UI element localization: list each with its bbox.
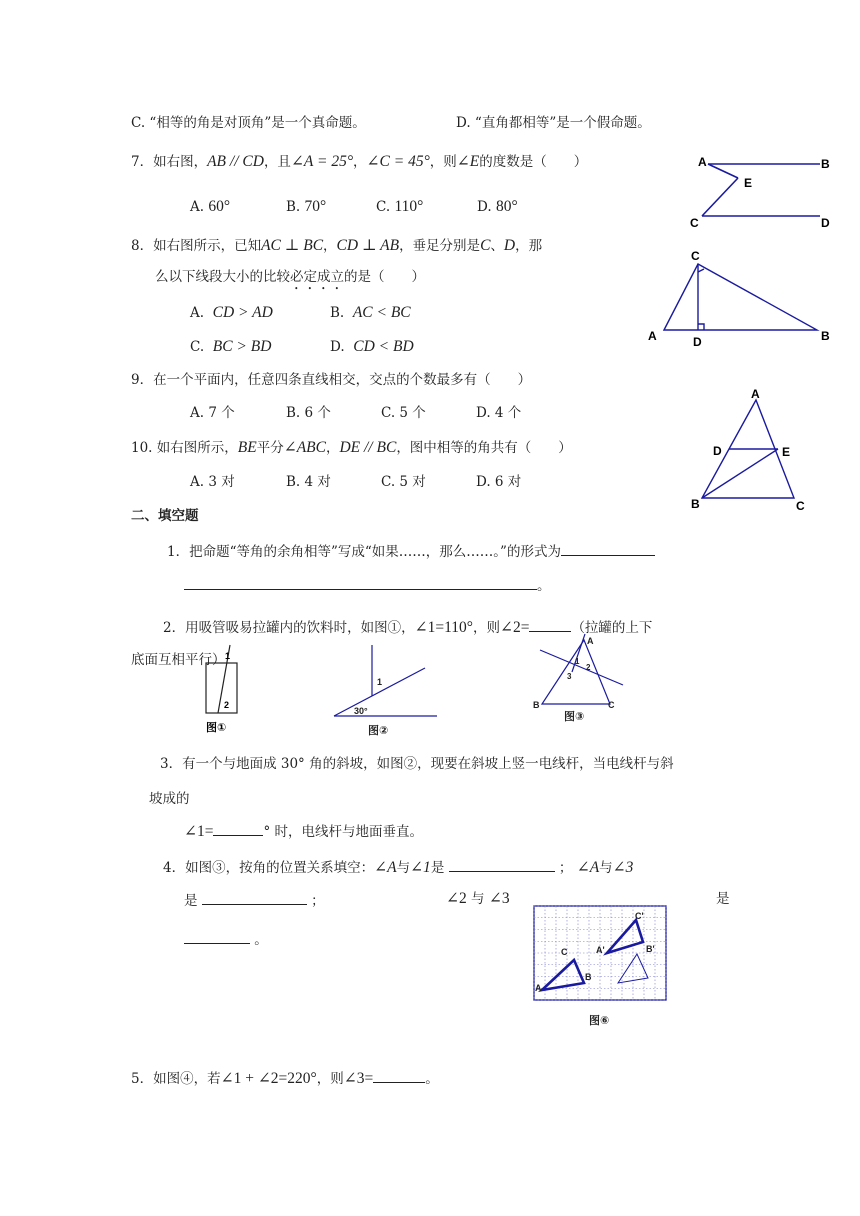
f4-angle: ∠1: [410, 859, 431, 876]
q10-parallel: DE // BC: [339, 439, 397, 456]
f3-line1: 3．有一个与地面成 30° 角的斜坡，如图②，现要在斜坡上竖一电线杆，当电线杆与斜: [160, 756, 674, 772]
q10-angle: ∠ABC: [283, 439, 326, 456]
q7-text: ，且: [263, 154, 291, 170]
fig3-label-3: 3: [567, 672, 572, 681]
answer-blank[interactable]: [184, 575, 537, 590]
figure-1: [200, 645, 250, 737]
q10-label-c: C: [796, 499, 805, 513]
f5-end: 。: [425, 1071, 439, 1087]
f3-line3: [184, 821, 423, 841]
fig3-label-1: 1: [575, 657, 580, 666]
f4-angle: ∠3: [488, 890, 510, 907]
q10-option-d: D. 6 对: [476, 474, 522, 490]
q8-label-b: B: [821, 329, 830, 343]
q8-label-a: A: [648, 329, 657, 343]
q10-text: ，图中相等的角共有（ ）: [396, 440, 572, 456]
answer-blank[interactable]: [202, 890, 307, 905]
fig3-label-c: C: [608, 700, 615, 710]
option-value: AC < BC: [352, 304, 411, 321]
f4-text: 与: [471, 891, 485, 907]
f4-text: 是: [184, 893, 198, 909]
fig3-label-2: 2: [586, 663, 591, 672]
f4-end: 。: [254, 932, 268, 948]
q9-option-b: B. 6 个: [286, 405, 331, 421]
f1-text: 1．把命题“等角的余角相等”写成“如果……，那么……。”的形式为: [167, 544, 561, 560]
q8-option-a: [190, 304, 273, 322]
q8-text: ，垂足分别是: [399, 238, 481, 254]
q8-text: 、: [490, 238, 504, 254]
q7-text: 的度数是（ ）: [479, 154, 588, 170]
f4-text: 与: [599, 860, 613, 876]
q8-point-c: C: [480, 237, 491, 254]
option-value: BC > BD: [212, 338, 272, 355]
q10-option-a: A. 3 对: [190, 474, 235, 490]
q6-option-d: D. “直角都相等”是一个假命题。: [456, 115, 651, 131]
figure-2: [330, 643, 442, 738]
q7-label-d: D: [821, 216, 830, 230]
q10-label-a: A: [751, 387, 760, 401]
q10-option-c: C. 5 对: [381, 474, 426, 490]
f4-text: 与: [396, 860, 411, 876]
f5-angle3: ∠3=: [343, 1070, 374, 1087]
q9-option-d: D. 4 个: [476, 405, 522, 421]
f5-text: ，则: [316, 1071, 344, 1087]
f5-stem: [131, 1068, 439, 1088]
f4-text: ；: [558, 860, 573, 876]
f2-angle1: ∠1=110°: [414, 619, 473, 636]
f4-line2-right: 是: [716, 891, 730, 907]
q8-text: 么以下线段大小的比较: [155, 269, 290, 285]
fig6-label-b: B: [585, 972, 592, 982]
f2-angle2: ∠2=: [499, 619, 530, 636]
fig6-label-c-prime: C': [635, 911, 644, 921]
f2-text: （拉罐的上下: [571, 620, 653, 636]
q10-text: ，: [325, 440, 340, 456]
q7-option-b: [286, 198, 326, 216]
option-value: CD < BD: [353, 338, 414, 355]
q7-option-c: [376, 198, 423, 216]
fig6-label-a-prime: A': [596, 945, 605, 955]
q7-text: ，则: [429, 154, 457, 170]
f4-angle: ∠A: [374, 859, 397, 876]
fig3-label-a: A: [587, 636, 594, 646]
q8-text: ，: [323, 238, 337, 254]
q8-point-d: D: [503, 237, 516, 254]
answer-blank[interactable]: [561, 541, 655, 556]
fig1-label-2: 2: [224, 700, 230, 710]
q7-parallel: AB // CD: [207, 153, 264, 170]
q10-figure: [688, 384, 818, 514]
q8-emphasis: 必定成立: [290, 269, 344, 285]
q10-option-b: B. 4 对: [286, 474, 331, 490]
option-letter: C.: [376, 199, 391, 215]
fig3-caption: 图③: [564, 711, 585, 723]
option-value: 110°: [394, 198, 424, 215]
f3-text: ° 时，电线杆与地面垂直。: [263, 824, 424, 840]
f4-text: 是: [430, 860, 445, 876]
q7-label-c: C: [690, 216, 699, 230]
fig6-label-a: A: [535, 983, 542, 993]
f4-line1: [163, 857, 633, 877]
f5-text: 5．如图④，若: [131, 1071, 221, 1087]
q8-stem: [131, 237, 542, 255]
option-letter: A.: [190, 305, 205, 321]
q8-number: 8．如右图所示，已知: [131, 238, 262, 254]
fig1-label-1: 1: [225, 651, 231, 661]
q8-text: 的是（ ）: [344, 269, 425, 285]
f4-text: 4．如图③，按角的位置关系填空：: [163, 860, 375, 876]
q7-label-a: A: [698, 155, 707, 169]
option-letter: B.: [330, 305, 345, 321]
q10-label-e: E: [782, 445, 791, 459]
q7-label-e: E: [744, 176, 753, 190]
q8-figure: [645, 248, 840, 348]
q8-option-b: [330, 304, 411, 322]
f4-angle: ∠3: [612, 859, 634, 876]
fig6-label-c: C: [561, 947, 568, 957]
f1-end: 。: [537, 578, 551, 594]
q9-stem: 9．在一个平面内，任意四条直线相交，交点的个数最多有（ ）: [131, 372, 532, 388]
fig2-caption: 图②: [368, 725, 389, 737]
f4-angle: ∠A: [576, 859, 600, 876]
q8-option-c: [190, 338, 271, 356]
f4-line2-left: [184, 890, 325, 910]
q10-segment: BE: [237, 439, 257, 456]
q8-option-d: [330, 338, 414, 356]
option-letter: A.: [190, 199, 205, 215]
q7-number: 7．如右图，: [131, 154, 208, 170]
f4-line2-mid: [446, 890, 510, 908]
f1-stem: [167, 541, 655, 561]
q10-stem: [131, 439, 572, 457]
q10-text: 平分: [256, 440, 284, 456]
q8-text: ，那: [515, 238, 543, 254]
q7-figure: [690, 150, 840, 230]
answer-blank[interactable]: [213, 821, 263, 836]
q7-angle-c: ∠C = 45°: [366, 153, 430, 170]
q10-label-d: D: [713, 444, 722, 458]
answer-blank[interactable]: [373, 1068, 425, 1083]
q10-label-b: B: [691, 497, 700, 511]
f5-angles: ∠1 + ∠2=220°: [220, 1070, 317, 1087]
q8-label-d: D: [693, 335, 702, 349]
option-value: 80°: [495, 198, 518, 215]
q7-option-d: [477, 198, 518, 216]
q7-label-b: B: [821, 157, 830, 171]
f1-line2: [184, 575, 551, 595]
f3-angle: ∠1=: [184, 823, 214, 840]
q7-angle-e: ∠E: [456, 153, 480, 170]
q8-perp2: CD ⊥ AB: [336, 237, 400, 254]
q7-option-a: [190, 198, 230, 216]
q8-label-c: C: [691, 249, 700, 263]
figure-6: [532, 904, 672, 1032]
q6-option-c: C. “相等的角是对顶角”是一个真命题。: [131, 115, 366, 131]
q8-stem-line2: [155, 268, 425, 293]
f3-line2: 坡成的: [149, 791, 190, 807]
option-letter: D.: [477, 199, 492, 215]
f4-line3: [184, 929, 268, 949]
section-title: 二、填空题: [131, 508, 199, 524]
q8-perp1: AC ⊥ BC: [261, 237, 324, 254]
q7-stem: [131, 153, 587, 171]
q7-text: ，: [353, 154, 367, 170]
fig6-caption: 图⑥: [589, 1015, 610, 1027]
option-letter: B.: [286, 199, 301, 215]
option-letter: D.: [330, 339, 345, 355]
answer-blank[interactable]: [529, 617, 571, 632]
fig3-label-b: B: [533, 700, 540, 710]
q7-angle-a: ∠A = 25°: [290, 153, 354, 170]
f4-angle: ∠2: [446, 890, 467, 907]
f4-text: ；: [311, 893, 325, 909]
q10-number: 10. 如右图所示，: [131, 440, 238, 456]
fig2-angle: 30°: [354, 706, 368, 716]
figure-3: [530, 632, 630, 724]
f2-text: ，则: [472, 620, 500, 636]
q9-option-a: A. 7 个: [190, 405, 235, 421]
answer-blank[interactable]: [449, 857, 555, 872]
answer-blank[interactable]: [184, 929, 250, 944]
f2-line2: 底面互相平行）: [131, 652, 226, 668]
fig6-label-b-prime: B': [646, 944, 655, 954]
option-value: 60°: [208, 198, 231, 215]
option-letter: C.: [190, 339, 205, 355]
fig1-caption: 图①: [206, 722, 227, 734]
q9-option-c: C. 5 个: [381, 405, 426, 421]
fig2-label-1: 1: [377, 677, 383, 687]
option-value: 70°: [304, 198, 327, 215]
option-value: CD > AD: [212, 304, 273, 321]
f2-text: 2．用吸管吸易拉罐内的饮料时，如图①，: [163, 620, 415, 636]
